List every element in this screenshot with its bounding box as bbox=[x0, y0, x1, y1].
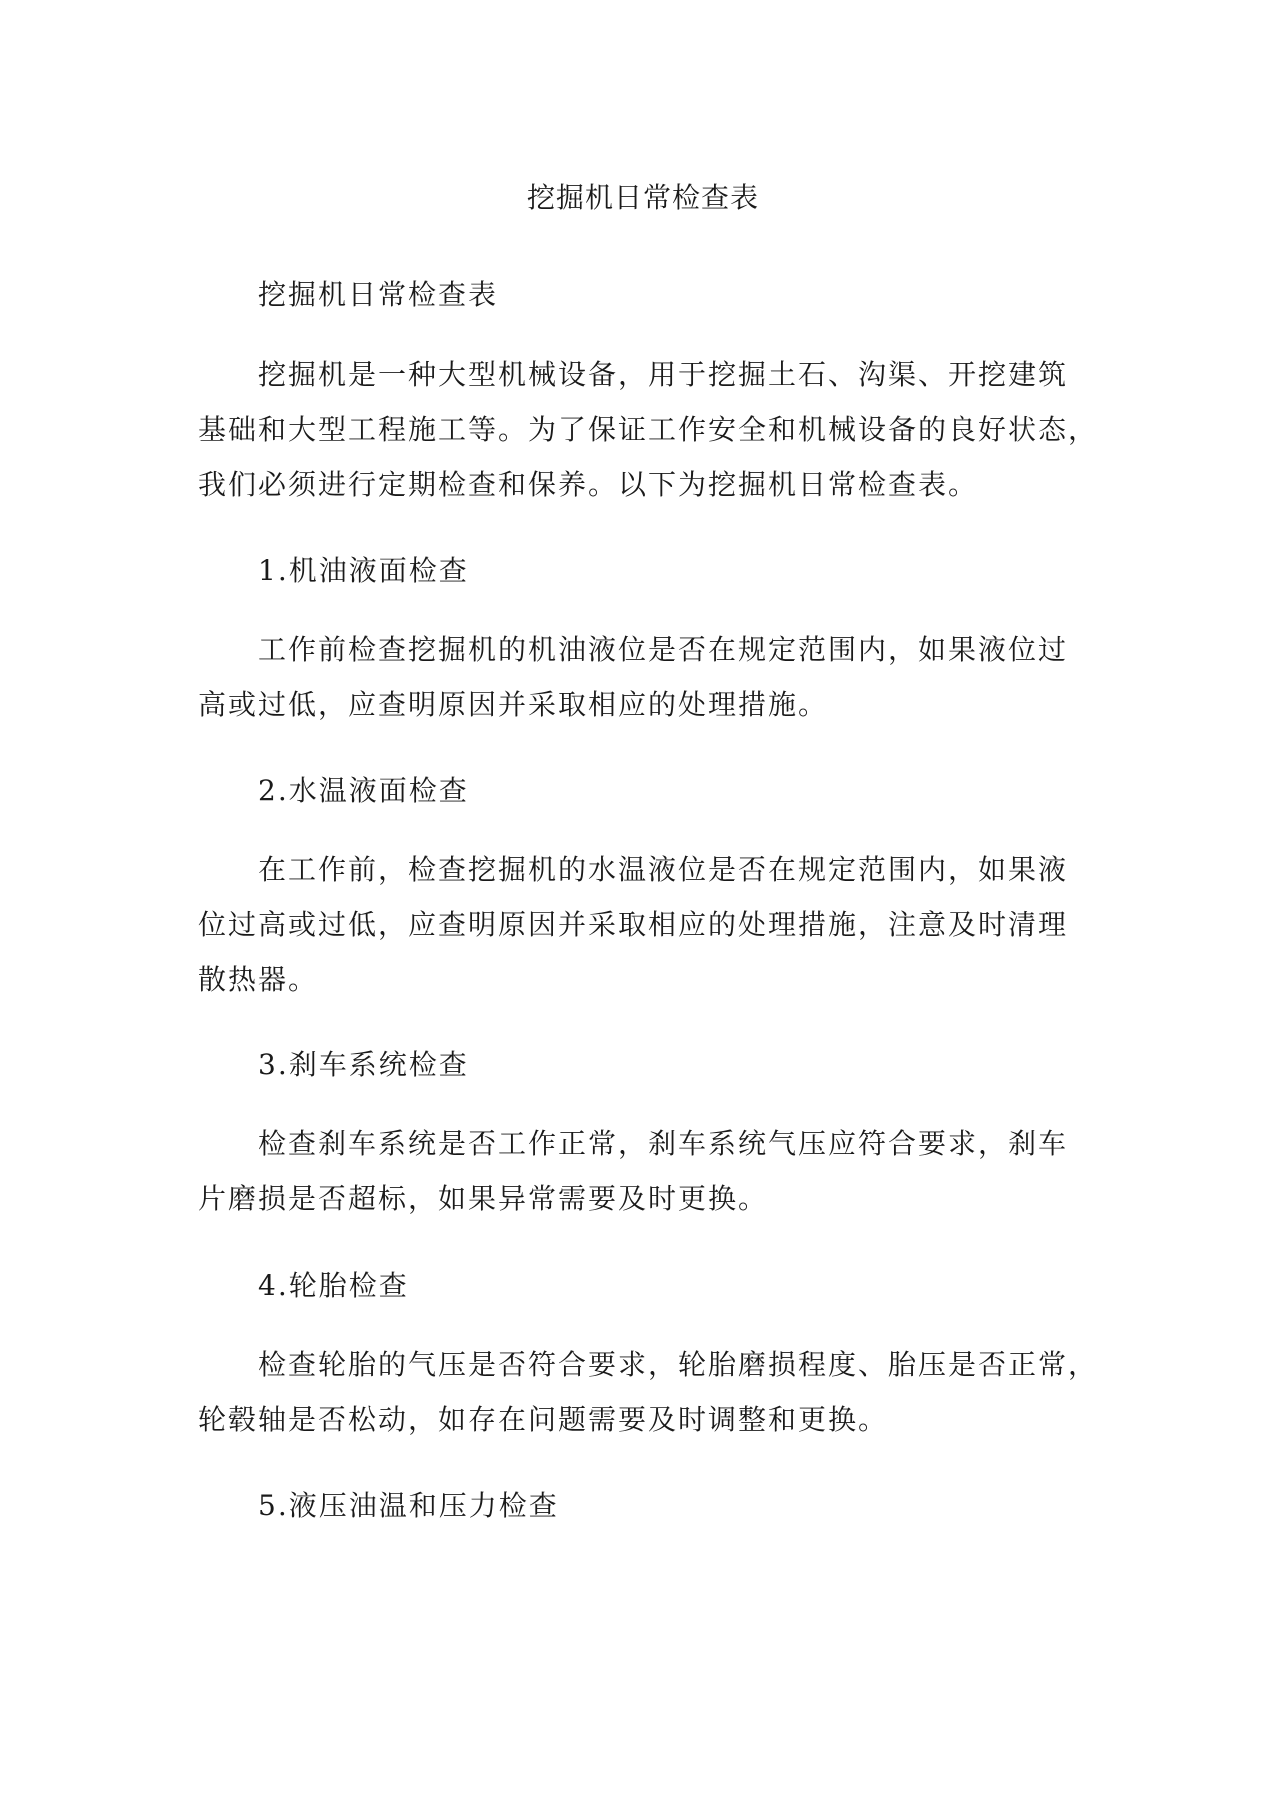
section-line: 高或过低，应查明原因并采取相应的处理措施。 bbox=[198, 688, 829, 721]
section-line: 散热器。 bbox=[198, 963, 319, 996]
subtitle-line: 挖掘机日常检查表 bbox=[258, 278, 499, 311]
section-line: 检查轮胎的气压是否符合要求，轮胎磨损程度、胎压是否正常， bbox=[258, 1348, 1099, 1381]
section-heading: 5.液压油温和压力检查 bbox=[258, 1489, 559, 1522]
section-line: 轮毂轴是否松动，如存在问题需要及时调整和更换。 bbox=[198, 1403, 889, 1436]
section-heading-water bbox=[198, 763, 1088, 818]
section-heading: 3.刹车系统检查 bbox=[258, 1048, 469, 1081]
document-title: 挖掘机日常检查表 bbox=[526, 181, 759, 214]
section-heading-tire bbox=[198, 1258, 1088, 1313]
section-heading-hydraulic bbox=[198, 1478, 1088, 1533]
section-body-oil bbox=[198, 622, 1088, 732]
intro-line: 基础和大型工程施工等。为了保证工作安全和机械设备的良好状态， bbox=[198, 413, 1099, 446]
section-heading: 2.水温液面检查 bbox=[258, 774, 469, 807]
section-line: 工作前检查挖掘机的机油液位是否在规定范围内，如果液位过 bbox=[258, 633, 1069, 666]
section-heading: 1.机油液面检查 bbox=[258, 554, 469, 587]
section-line: 检查刹车系统是否工作正常，刹车系统气压应符合要求，刹车 bbox=[258, 1127, 1069, 1160]
section-body-tire bbox=[198, 1337, 1099, 1447]
section-body-brake bbox=[198, 1116, 1088, 1226]
section-line: 在工作前，检查挖掘机的水温液位是否在规定范围内，如果液 bbox=[258, 853, 1069, 886]
intro-line: 我们必须进行定期检查和保养。以下为挖掘机日常检查表。 bbox=[198, 468, 979, 501]
intro-paragraph bbox=[198, 347, 1099, 512]
section-line: 位过高或过低，应查明原因并采取相应的处理措施，注意及时清理 bbox=[198, 908, 1069, 941]
document-subtitle bbox=[198, 267, 1088, 322]
section-body-water bbox=[198, 842, 1088, 1007]
section-line: 片磨损是否超标，如果异常需要及时更换。 bbox=[198, 1182, 769, 1215]
section-heading-oil bbox=[198, 543, 1088, 598]
intro-line: 挖掘机是一种大型机械设备，用于挖掘土石、沟渠、开挖建筑 bbox=[258, 358, 1069, 391]
section-heading-brake bbox=[198, 1037, 1088, 1092]
section-heading: 4.轮胎检查 bbox=[258, 1269, 409, 1302]
